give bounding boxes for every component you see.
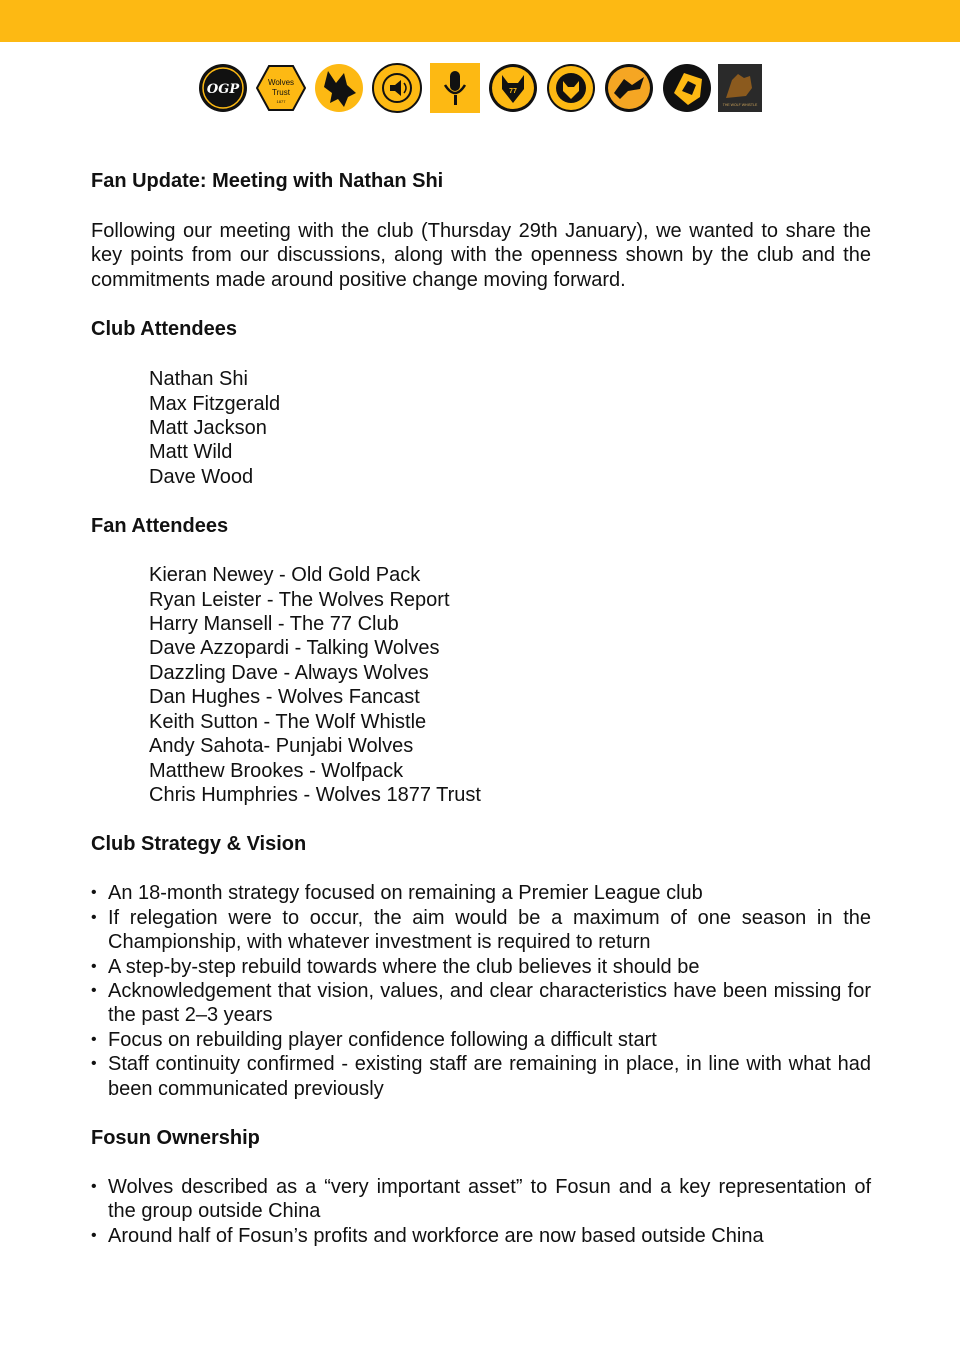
fan-attendees-list xyxy=(91,563,871,807)
list-item: Dave Azzopardi - Talking Wolves xyxy=(149,637,440,660)
list-item: Kieran Newey - Old Gold Pack xyxy=(149,564,421,587)
list-item: Chris Humphries - Wolves 1877 Trust xyxy=(149,783,481,806)
svg-text:1877: 1877 xyxy=(276,99,286,104)
bullet-item: • Around half of Fosun’s profits and workforce are now based outside China xyxy=(91,1224,871,1248)
wolf-head-logo-icon xyxy=(314,63,364,113)
list-item: Keith Sutton - The Wolf Whistle xyxy=(149,710,427,733)
club-attendees-heading: Club Attendees xyxy=(91,318,237,341)
strategy-bullet-list xyxy=(91,881,871,1101)
intro-paragraph: Following our meeting with the club (Thursday 29th January), we wanted to share the key points from our discussions, along with the openness shown by the club and the commitments made around positive change moving forward. xyxy=(91,220,871,291)
document-body xyxy=(91,168,871,1248)
bullet-item: • If relegation were to occur, the aim would be a maximum of one season in the Championship, with whatever investment is required to return xyxy=(91,906,871,955)
ownership-heading: Fosun Ownership xyxy=(91,1126,260,1149)
svg-text:77: 77 xyxy=(509,88,517,95)
list-item: Dan Hughes - Wolves Fancast xyxy=(149,686,420,709)
top-accent-bar xyxy=(0,0,960,42)
fan-attendees-heading: Fan Attendees xyxy=(91,515,229,538)
microphone-logo-icon xyxy=(430,63,480,113)
wolves-trust-logo-icon xyxy=(256,63,306,113)
list-item: Ryan Leister - The Wolves Report xyxy=(149,588,450,611)
partner-logos-row xyxy=(198,63,764,115)
svg-text:Trust: Trust xyxy=(272,88,290,97)
wolf-whistle-logo-icon xyxy=(718,64,762,114)
bullet-item: • Staff continuity confirmed - existing staff are remaining in place, in line with what had been communicated previously xyxy=(91,1052,871,1101)
list-item: Dazzling Dave - Always Wolves xyxy=(149,661,429,684)
always-wolves-logo-icon xyxy=(546,63,596,113)
list-item: Matt Jackson xyxy=(149,417,267,440)
strategy-heading: Club Strategy & Vision xyxy=(91,833,307,856)
77-club-logo-icon xyxy=(488,63,538,113)
list-item: Nathan Shi xyxy=(149,368,248,391)
ogp-logo-text: OGP xyxy=(206,82,240,97)
wolfpack-logo-icon xyxy=(604,63,654,113)
wolves-fancast-logo-icon xyxy=(372,63,422,113)
bullet-item: • Acknowledgement that vision, values, and clear characteristics have been missing for the past 2–3 years xyxy=(91,979,871,1028)
bullet-item: • Wolves described as a “very important asset” to Fosun and a key representation of the group outside China xyxy=(91,1175,871,1224)
document-title: Fan Update: Meeting with Nathan Shi xyxy=(91,170,444,192)
bullet-item: • A step-by-step rebuild towards where the club believes it should be xyxy=(91,955,871,979)
list-item: Matthew Brookes - Wolfpack xyxy=(149,759,404,782)
svg-text:Wolves: Wolves xyxy=(267,78,295,87)
list-item: Dave Wood xyxy=(149,465,254,488)
wolves-report-logo-icon xyxy=(662,63,712,113)
list-item: Matt Wild xyxy=(149,441,233,464)
ownership-bullet-list xyxy=(91,1175,871,1248)
ogp-logo-icon xyxy=(198,63,248,113)
bullet-item: • An 18-month strategy focused on remaining a Premier League club xyxy=(91,881,871,905)
svg-text:THE WOLF WHISTLE: THE WOLF WHISTLE xyxy=(722,103,758,107)
list-item: Max Fitzgerald xyxy=(149,392,281,415)
list-item: Harry Mansell - The 77 Club xyxy=(149,613,399,636)
club-attendees-list xyxy=(91,367,871,489)
bullet-item: • Focus on rebuilding player confidence following a difficult start xyxy=(91,1028,871,1052)
list-item: Andy Sahota- Punjabi Wolves xyxy=(149,735,414,758)
